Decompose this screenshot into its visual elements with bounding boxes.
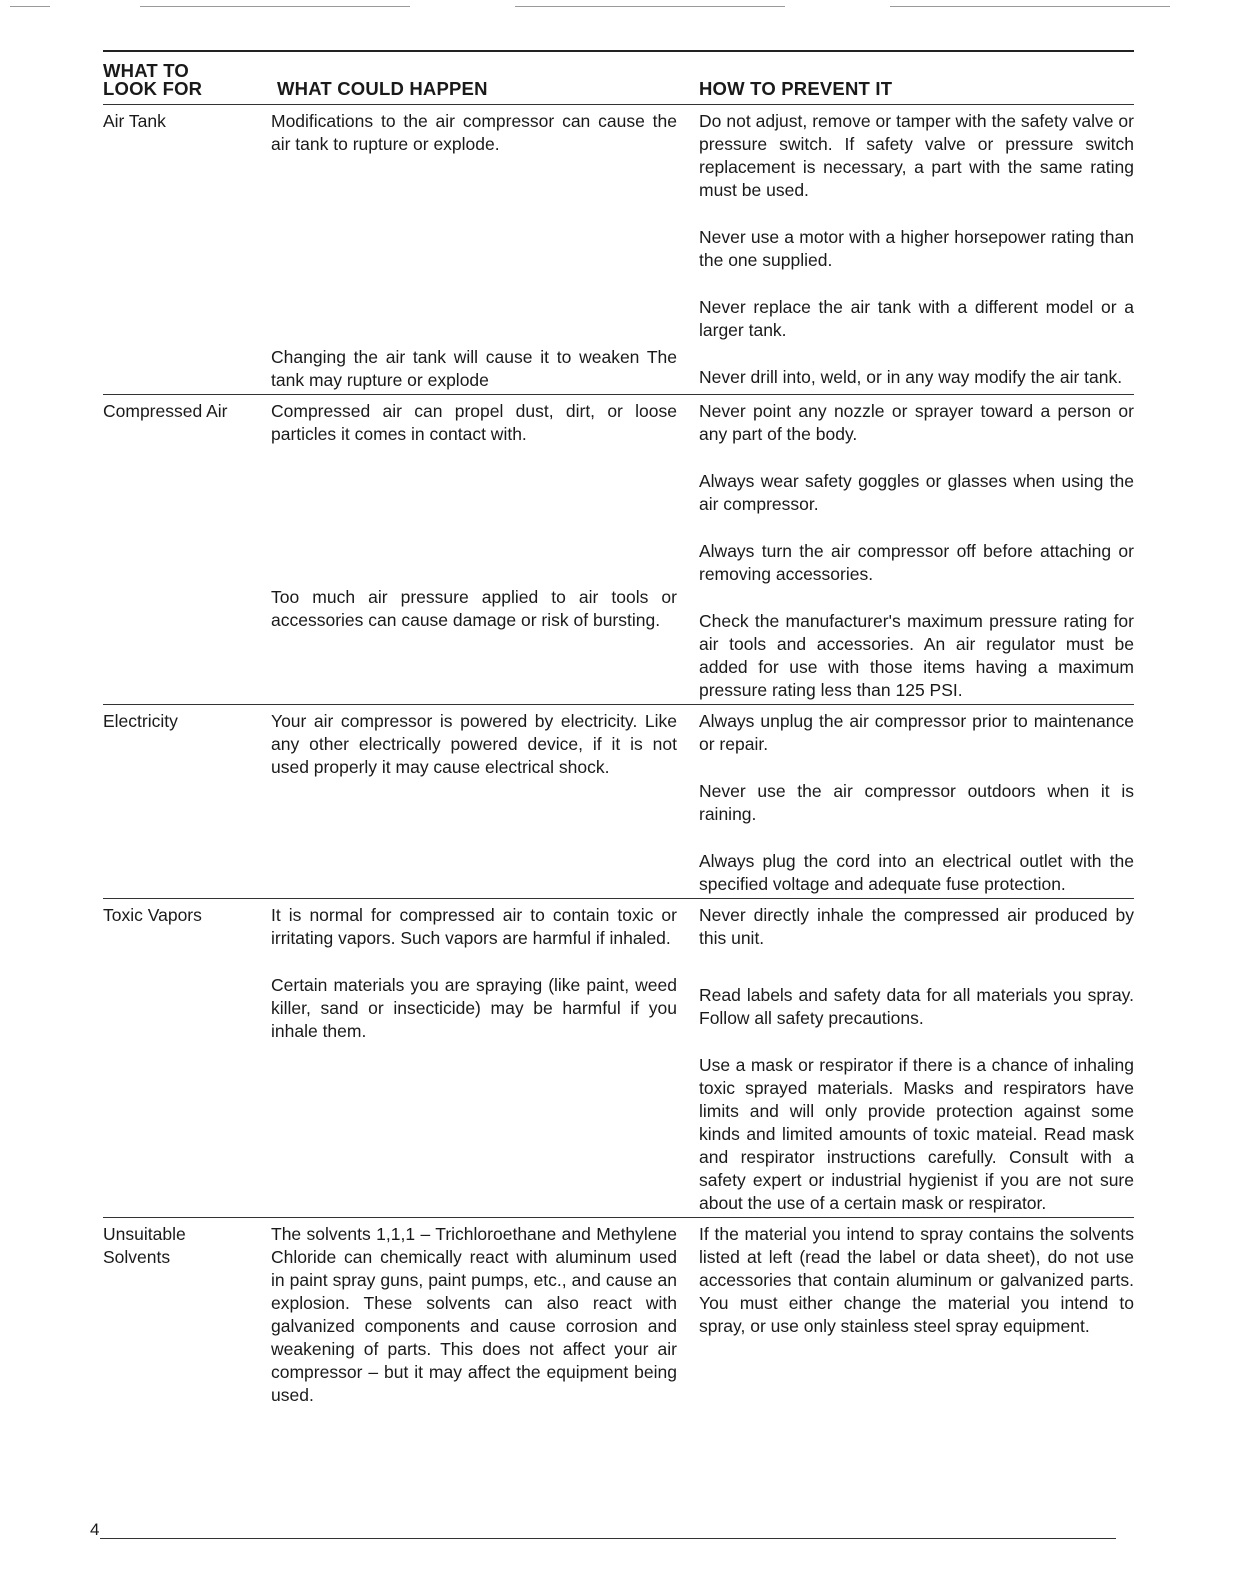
prevention-text: Never use the air compressor outdoors when it is raining. [699,781,1134,824]
hazard-text: Changing the air tank will cause it to weaken The tank may rupture or explode [271,347,677,390]
category-label: Electricity [103,711,178,731]
section-compressed-air [103,395,1134,704]
hazard-text: Your air compressor is powered by electricity. Like any other electrically powered device, if it is not used properly it may cause electrical shock. [271,711,677,777]
category-label: Toxic Vapors [103,905,202,925]
hazard-text: Too much air pressure applied to air tools or accessories can cause damage or risk of bursting. [271,587,677,630]
header-what-could-happen: WHAT COULD HAPPEN [277,78,488,99]
prevention-text: If the material you intend to spray contains the solvents listed at left (read the label or data sheet), do not use accessories that contain aluminum or galvanized parts. You must either change the material you intend to spray, or use only stainless steel spray equipment. [699,1224,1134,1336]
footer-rule [100,1538,1116,1539]
hazard-column [271,899,699,1217]
category-label: Compressed Air [103,401,228,421]
scan-artifact-line [515,6,785,7]
prevention-column [699,105,1134,394]
category-label: Air Tank [103,111,166,131]
hazard-text: The solvents 1,1,1 – Trichloroethane and Methylene Chloride can chemically react with aluminum used in paint spray guns, paint pumps, etc., and cause an explosion. These solvents can also react with galvanized components and cause corrosion and weakening of parts. This does not affect your air compressor – but it may affect the equipment being used. [271,1224,677,1405]
category-label: Unsuitable Solvents [103,1224,186,1267]
section-toxic-vapors [103,899,1134,1217]
hazard-text: Modifications to the air compressor can cause the air tank to rupture or explode. [271,111,677,154]
prevention-text: Always plug the cord into an electrical outlet with the specified voltage and adequate fuse protection. [699,851,1134,894]
hazard-text: Certain materials you are spraying (like paint, weed killer, sand or insecticide) may be harmful if you inhale them. [271,975,677,1041]
table-header [103,52,1134,104]
prevention-column [699,899,1134,1217]
header-how-to-prevent-it: HOW TO PREVENT IT [699,78,893,99]
prevention-text: Read labels and safety data for all materials you spray. Follow all safety precautions. [699,985,1134,1028]
column-spacer [271,470,677,586]
prevention-text: Never replace the air tank with a different model or a larger tank. [699,297,1134,340]
header-what-to-look-for: WHAT TO LOOK FOR [103,60,203,99]
prevention-text: Use a mask or respirator if there is a chance of inhaling toxic sprayed materials. Masks and respirators have limits and will only provide protection against some kinds and limited amounts of toxic mateial. Read mask and respirator instructions carefully. Consult with a safety expert or industrial hygienist if you are not sure about the use of a certain mask or respirator. [699,1055,1134,1213]
scan-artifact-line [10,6,50,7]
hazard-column [271,705,699,898]
section-unsuitable-solvents [103,1218,1134,1409]
prevention-text: Never point any nozzle or sprayer toward a person or any part of the body. [699,401,1134,444]
hazard-column [271,1218,699,1409]
prevention-text: Do not adjust, remove or tamper with the safety valve or pressure switch. If safety valve or pressure switch replacement is necessary, a part with the same rating must be used. [699,111,1134,200]
prevention-text: Always turn the air compressor off before attaching or removing accessories. [699,541,1134,584]
section-electricity [103,705,1134,898]
prevention-column [699,1218,1134,1409]
scan-artifact-line [140,6,410,7]
prevention-text: Never use a motor with a higher horsepower rating than the one supplied. [699,227,1134,270]
prevention-text: Check the manufacturer's maximum pressure rating for air tools and accessories. An air regulator must be added for use with those items having a maximum pressure rating less than 125 PSI. [699,611,1134,700]
prevention-text: Always wear safety goggles or glasses when using the air compressor. [699,471,1134,514]
hazard-text: It is normal for compressed air to contain toxic or irritating vapors. Such vapors are harmful if inhaled. [271,905,677,948]
prevention-column [699,395,1134,704]
safety-table [103,50,1134,1409]
prevention-column [699,705,1134,898]
section-air-tank [103,105,1134,394]
prevention-text: Always unplug the air compressor prior to maintenance or repair. [699,711,1134,754]
column-spacer [271,180,677,346]
prevention-text: Never directly inhale the compressed air produced by this unit. [699,905,1134,948]
hazard-text: Compressed air can propel dust, dirt, or loose particles it comes in contact with. [271,401,677,444]
column-spacer [699,974,1134,984]
prevention-text: Never drill into, weld, or in any way modify the air tank. [699,367,1123,387]
scan-artifact-line [890,6,1170,7]
hazard-column [271,395,699,704]
page-number: 4 [90,1520,100,1539]
hazard-column [271,105,699,394]
